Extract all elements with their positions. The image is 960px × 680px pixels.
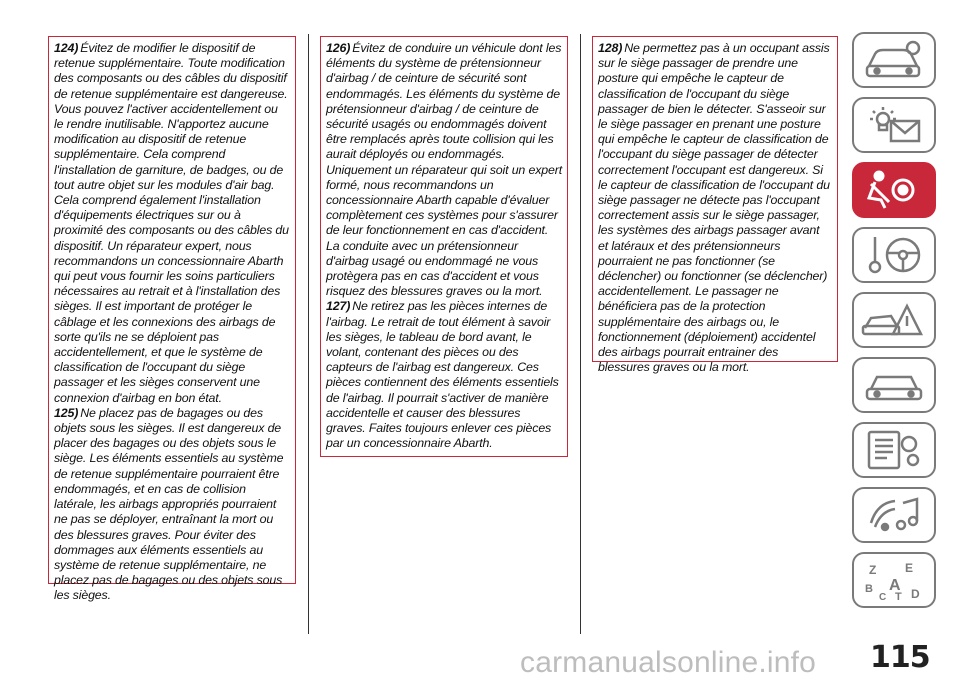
column-divider-2 <box>580 34 581 634</box>
warning-box-column-2 <box>320 36 568 457</box>
car-breakdown-icon <box>861 298 927 342</box>
watermark: carmanualsonline.info <box>520 646 817 679</box>
car-service-icon <box>861 363 927 407</box>
key-steering-wheel-icon <box>861 233 927 277</box>
note-124: 124) Évitez de modifier le dispositif de retenue supplémentaire. Toute modification des composants ou des câbles du dispositif de retenue supplémentaire est dangereuse. Vous pouvez l'activer accidentellement ou le rendre inutilisable. N'apportez aucune modification au dispositif de retenue supplémentaire. Cela comprend l'installation de garniture, de badges, ou de tout autre objet sur les modules d'air bag. Cela comprend également l'installation d'équipements électriques sur ou à proximité des composants ou des câbles du dispositif. Un réparateur expert, nous recommandons un concessionnaire Abarth qui peut vous fournir les soins particuliers nécessaires au retrait et à l'installation des sièges. Il est important de protéger le câblage et les connexions des airbags de sorte qu'ils ne se déploient pas accidentellement, et que le système de classification de l'occupant du siège passager et les sièges conservent une connexion d'airbag en bon état. <box>54 41 289 405</box>
page-number: 115 <box>870 640 930 675</box>
note-126: 126) Évitez de conduire un véhicule dont les éléments du système de prétensionneur d'airbag / de ceinture de sécurité sont endommagés. Les éléments du système de prétensionneur d'airbag / de ceinture de sécurité usagés ou endommagés doivent être remplacés après toute collision qui les aurait déployés ou endommagés. Uniquement un réparateur qui soit un expert formé, nous recommandons un concessionnaire Abarth capable d'évaluer complètement ces systèmes pour s'assurer de leur fonctionnement en cas d'accident. La conduite avec un prétensionneur d'airbag usagé ou endommagé ne vous protègera pas en cas d'accident et vous risquez des blessures graves ou la mort. <box>326 41 563 299</box>
svg-text:E: E <box>905 561 914 575</box>
multimedia-icon <box>861 493 927 537</box>
tab-safety[interactable] <box>852 162 936 218</box>
tab-maintenance[interactable] <box>852 357 936 413</box>
svg-text:D: D <box>911 587 920 601</box>
note-125: 125) Ne placez pas de bagages ou des objets sous les sièges. Il est dangereux de placer des bagages ou des objets sous le siège. Les éléments essentiels au système de retenue supplémentaire pourraient être endommagés, et en cas de collision latérale, les airbags appropriés pourraient ne pas se déployer, entraînant la mort ou des blessures graves. Pour éviter des dommages aux éléments essentiels au système de retenue supplémentaire, ne placez pas de bagages ou des objets sous les sièges. <box>54 405 284 603</box>
chapter-sidebar <box>852 32 936 617</box>
tab-dashboard[interactable] <box>852 32 936 88</box>
warning-box-column-3 <box>592 36 838 375</box>
tab-warning-lights[interactable] <box>852 97 936 153</box>
svg-text:A: A <box>889 577 901 594</box>
note-128: 128) Ne permettez pas à un occupant assis sur le siège passager de prendre une posture qui empêche le capteur de classification de l'occupant du siège passager de bien le détecter. S'asseoir sur le siège passager en prenant une posture qui empêche le capteur de classification de l'occupant du siège passager de détecter correctement l'occupant est dangereux. Si le capteur de classification de l'occupant du siège passager ne détecte pas l'occupant correctement assis sur le siège passager, les systèmes des airbags passager avant et latéraux et des prétensionneurs pourraient ne pas fonctionner (se déclencher) ou fonctionner (se déclencher) accidentellement. Le passager ne bénéficiera pas de la protection supplémentaire des airbags ou, le fonctionnement (déploiement) accidentel des airbags pourrait entrainer des blessures graves ou la mort. <box>598 41 830 375</box>
tab-index[interactable] <box>852 552 936 608</box>
alphabetical-index-icon <box>861 558 927 602</box>
svg-text:T: T <box>895 591 902 602</box>
svg-text:B: B <box>865 583 873 595</box>
svg-text:Z: Z <box>869 563 877 577</box>
warning-lights-icon <box>861 103 927 147</box>
note-127: 127) Ne retirez pas les pièces internes de l'airbag. Le retrait de tout élément à savoir les sièges, le tableau de bord avant, le volant, contenant des pièces ou des capteurs de l'airbag est dangereux. Ces pièces contiennent des éléments essentiels de l'airbag. Il pourrait s'activer de manière accidentelle et causer des blessures graves. Faites toujours enlever ces pièces par un concessionnaire Abarth. <box>326 299 559 451</box>
tab-specifications[interactable] <box>852 422 936 478</box>
tab-starting-driving[interactable] <box>852 227 936 283</box>
tab-emergency[interactable] <box>852 292 936 348</box>
svg-text:C: C <box>879 592 887 602</box>
car-dashboard-icon <box>861 38 927 82</box>
specifications-gear-icon <box>861 428 927 472</box>
warning-box-column-1 <box>48 36 296 603</box>
tab-multimedia[interactable] <box>852 487 936 543</box>
column-divider-1 <box>308 34 309 634</box>
seatbelt-airbag-icon <box>861 168 927 212</box>
